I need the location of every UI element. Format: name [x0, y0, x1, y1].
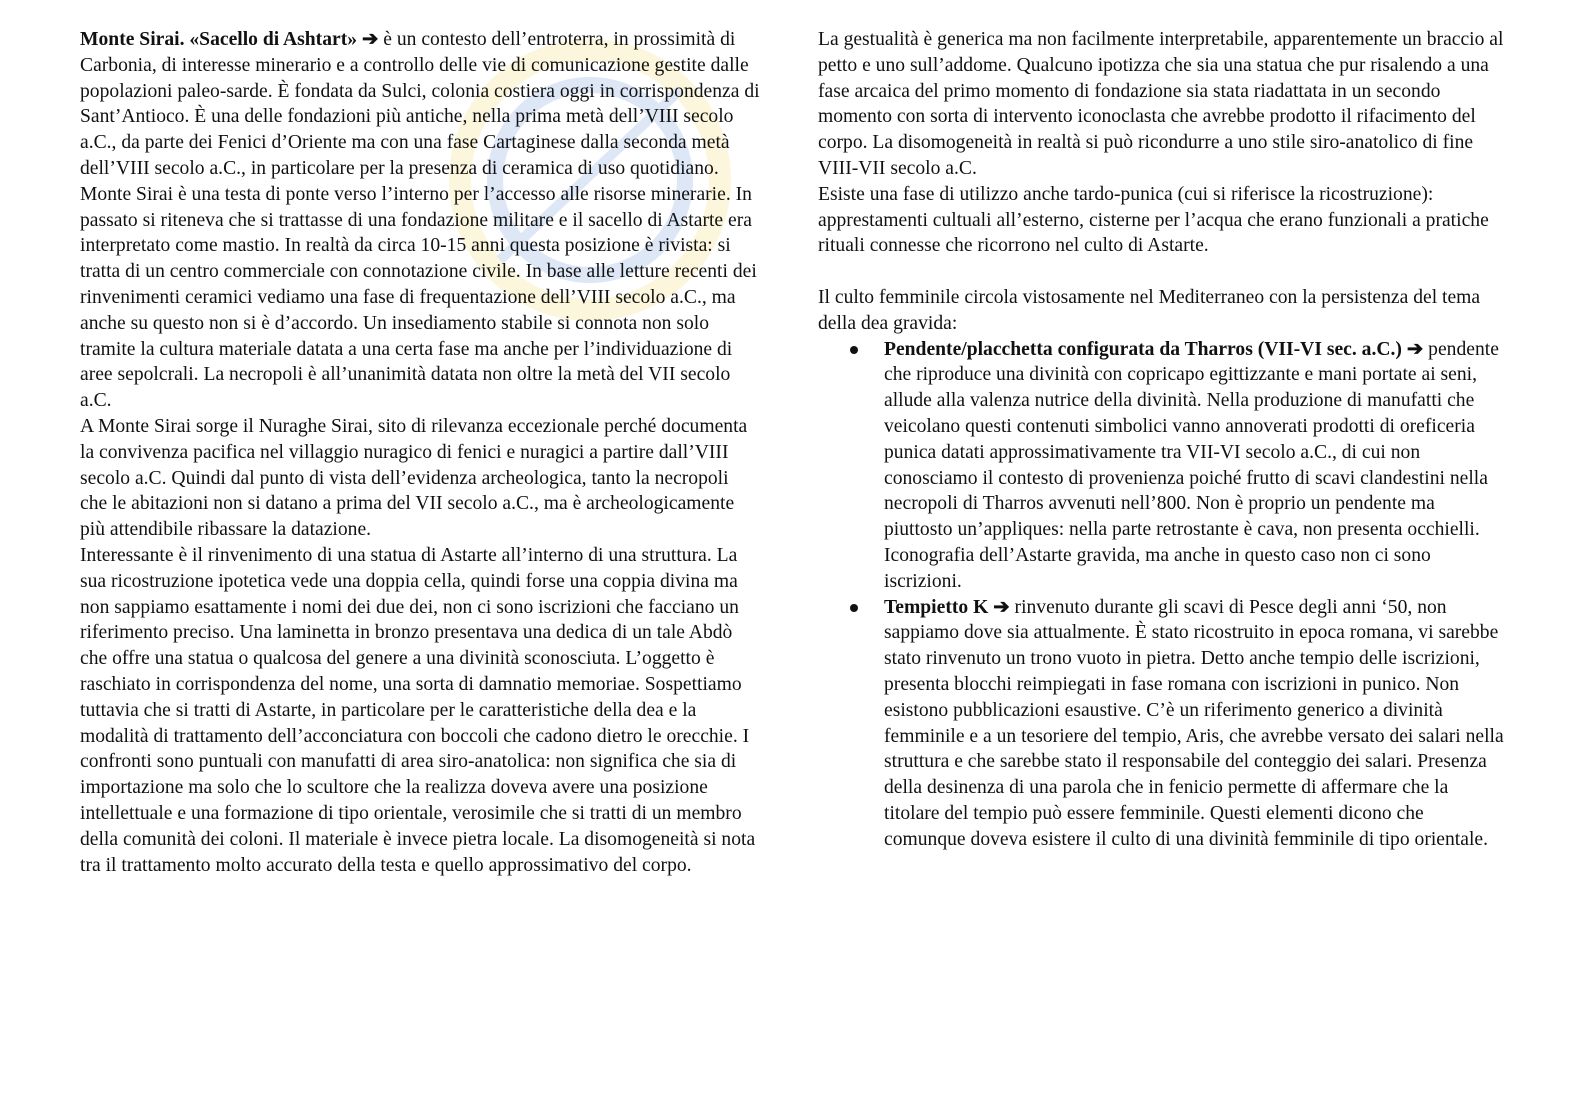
paragraph-tardo-punica: Esiste una fase di utilizzo anche tardo-punica (cui si riferisce la ricostruzione): apprestamenti cultuali all’esterno, cisterne per l’acqua che erano funzionali a pratiche rituali connesse che ricorrono nel culto di Astarte.	[818, 183, 1489, 257]
left-column	[80, 27, 760, 878]
bullet-icon	[850, 604, 858, 612]
section-title: Monte Sirai. «Sacello di Ashtart»	[80, 29, 358, 50]
arrow-right-icon: ➔	[361, 29, 379, 50]
item-text: rinvenuto durante gli scavi di Pesce degli anni ‘50, non sappiamo dove sia attualmente. È stato ricostruito in epoca romana, vi sarebbe stato rinvenuto un trono vuoto in pietra. Detto anche tempio delle iscrizioni, presenta blocchi reimpiegati in fase romana con iscrizioni in punico. Non esistono pubblicazioni esaustive. C’è un riferimento generico a divinità femminile e a un tesoriere del tempio, Aris, che avrebbe versato dei salari nella struttura e che sarebbe stato il responsabile del conteggio dei salari. Presenza della desinenza di una parola che in fenicio permette di affermare che la titolare del tempio può essere femminile. Questi elementi dicono che comunque doveva esistere il culto di una divinità femminile di tipo orientale.	[884, 596, 1504, 850]
paragraph-gestualita: La gestualità è generica ma non facilmente interpretabile, apparentemente un braccio al petto e uno sull’addome. Qualcuno ipotizza che sia una statua che pur risalendo a una fase arcaica del primo momento di fondazione sia stata riadattata in un secondo momento con sorta di intervento iconoclasta che avrebbe prodotto il rifacimento del corpo. La disomogeneità in realtà si può ricondurre a uno stile siro-anatolico di fine VIII-VII secolo a.C.	[818, 29, 1504, 179]
right-column	[818, 27, 1508, 853]
paragraph-monte-sirai	[80, 27, 760, 414]
spacer	[818, 259, 1508, 285]
paragraph-nuraghe: A Monte Sirai sorge il Nuraghe Sirai, sito di rilevanza eccezionale perché documenta la convivenza pacifica nel villaggio nuragico di fenici e nuragici a partire dall’VIII secolo a.C. Quindi dal punto di vista dell’evidenza archeologica, tanto la necropoli che le abitazioni non si datano a prima del VII secolo a.C., ma è archeologicamente più attendibile ribassare la datazione.	[80, 415, 748, 541]
bullet-icon	[850, 346, 858, 354]
paragraph-culto-femminile: Il culto femminile circola vistosamente nel Mediterraneo con la persistenza del tema della dea gravida:	[818, 286, 1481, 334]
item-title: Pendente/placchetta configurata da Tharros (VII-VI sec. a.C.)	[884, 338, 1402, 360]
item-text: pendente che riproduce una divinità con copricapo egittizzante e mani portate ai seni, allude alla valenza nutrice della divinità. Nella produzione di manufatti che veicolano questi contenuti simbolici vanno annoverati prodotti di oreficeria punica datati approssimativamente tra VII-VI secolo a.C., di cui non conosciamo il contesto di provenienza poiché frutto di scavi clandestini nella necropoli di Tharros avvenuti nell’800. Non è proprio un pendente ma piuttosto un’appliques: nella parte retrostante è cava, non presenta occhielli. Iconografia dell’Astarte gravida, ma anche in questo caso non ci sono iscrizioni.	[884, 338, 1499, 592]
item-title: Tempietto K	[884, 596, 989, 618]
arrow-right-icon: ➔	[1406, 338, 1424, 360]
arrow-right-icon: ➔	[993, 596, 1010, 618]
paragraph-statua: Interessante è il rinvenimento di una statua di Astarte all’interno di una struttura. La sua ricostruzione ipotetica vede una doppia cella, quindi forse una coppia divina ma non sappiamo esattamente i nomi dei due dei, non ci sono iscrizioni che facciano un riferimento preciso. Una laminetta in bronzo presentava una dedica di un tale Abdò che offre una statua o qualcosa del genere a una divinità sconosciuta. L’oggetto è raschiato in corrispondenza del nome, una sorta di damnatio memoriae. Sospettiamo tuttavia che si tratti di Astarte, in particolare per le caratteristiche della dea e la modalità di trattamento dell’acconciatura con boccoli che cadono dietro le orecchie. I confronti sono puntuali con manufatti di area siro-anatolica: non significa che sia di importazione ma solo che lo scultore che la realizza doveva avere una posizione intellettuale e una formazione di tipo orientale, verosimile che si tratti di un membro della comunità dei coloni. Il materiale è invece pietra locale. La disomogeneità si nota tra il trattamento molto accurato della testa e quello approssimativo del corpo.	[80, 544, 756, 876]
paragraph-text: è un contesto dell’entroterra, in prossimità di Carbonia, di interesse minerario e a controllo delle vie di comunicazione gestite dalle popolazioni paleo-sarde. È fondata da Sulci, colonia costiera oggi in corrispondenza di Sant’Antioco. È una delle fondazioni più antiche, nella prima metà dell’VIII secolo a.C., da parte dei Fenici d’Oriente ma con una fase Cartaginese dalla seconda metà dell’VIII secolo a.C., in particolare per la presenza di ceramica di uso quotidiano. Monte Sirai è una testa di ponte verso l’interno per l’accesso alle risorse minerarie. In passato si riteneva che si trattasse di una fondazione militare e il sacello di Astarte era interpretato come mastio. In realtà da circa 10-15 anni questa posizione è rivista: si tratta di un centro commerciale con connotazione civile. In base alle letture recenti dei rinvenimenti ceramici vediamo una fase di frequentazione dell’VIII secolo a.C., ma anche su questo non si è d’accordo. Un insediamento stabile si connota non solo tramite la cultura materiale datata a una certa fase ma anche per l’individuazione di aree sepolcrali. La necropoli è all’unanimità datata non oltre la metà del VII secolo a.C.	[80, 29, 760, 412]
list-item	[818, 595, 1508, 853]
bullet-list	[818, 337, 1508, 853]
list-item	[818, 337, 1508, 595]
